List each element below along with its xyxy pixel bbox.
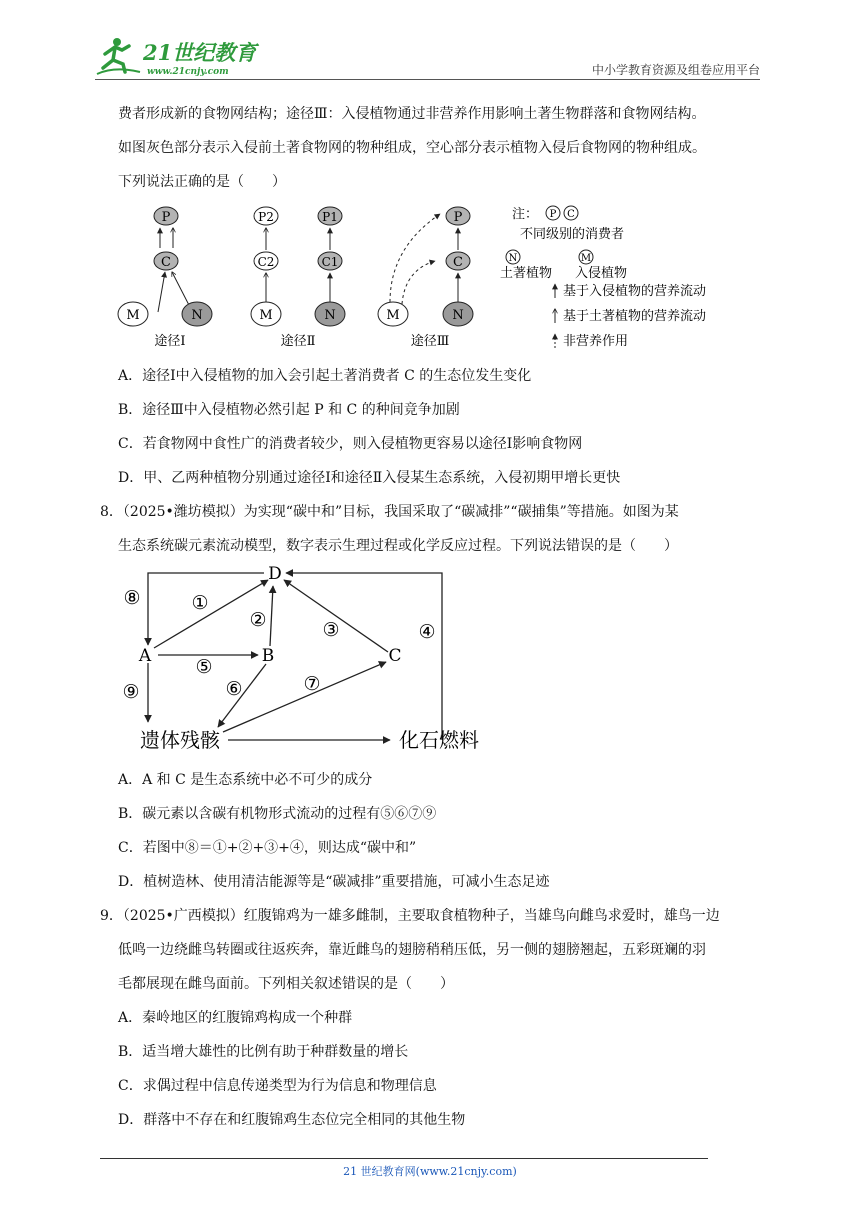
q8-option-d: D．植树造林、使用清洁能源等是“碳减排”重要措施，可减小生态足迹 (118, 874, 550, 890)
header-divider (95, 79, 760, 80)
node-P1: P1 (322, 210, 338, 224)
svg-text:C: C (567, 209, 575, 220)
legend-consumers: 不同级别的消费者 (520, 227, 625, 242)
node-M: M (259, 308, 273, 323)
node-N: N (324, 308, 336, 323)
diagram-legend (500, 206, 706, 349)
legend-flow-invasive: 基于入侵植物的营养流动 (563, 284, 707, 299)
svg-text:M: M (580, 253, 592, 264)
logo-sub-text: www.21cnjy.com (147, 67, 229, 77)
node-C: C (161, 255, 171, 270)
node-D: D (268, 564, 282, 584)
process-8-label: ⑧ (123, 587, 141, 609)
node-M: M (386, 308, 400, 323)
pathway-1-label: 途径Ⅰ (154, 334, 186, 349)
process-5-label: ⑤ (195, 656, 213, 678)
q8-option-b: B．碳元素以含碳有机物形式流动的过程有⑤⑥⑦⑨ (118, 806, 437, 822)
node-C: C (453, 255, 463, 270)
q9-option-b: B．适当增大雄性的比例有助于种群数量的增长 (118, 1044, 409, 1060)
node-fossil-fuel: 化石燃料 (399, 728, 479, 752)
legend-consumer-icons (546, 206, 578, 220)
q7-option-c: C．若食物网中食性广的消费者较少，则入侵植物更容易以途径Ⅰ影响食物网 (118, 436, 583, 452)
q8-stem-line2: 生态系统碳元素流动模型，数字表示生理过程或化学反应过程。下列说法错误的是（ ） (118, 538, 678, 554)
page-header (95, 30, 760, 80)
q9-stem-line2: 低鸣一边绕雌鸟转圈或往返疾奔，靠近雌鸟的翅膀稍稍压低，另一侧的翅膀翘起，五彩斑斓的羽 (118, 942, 706, 958)
q9-stem-line3: 毛都展现在雌鸟面前。下列相关叙述错误的是（ ） (118, 976, 454, 992)
runner-icon (97, 38, 140, 74)
process-9-label: ⑨ (122, 681, 140, 703)
pathway-3-label: 途径Ⅲ (410, 334, 450, 349)
pathway-1 (118, 207, 212, 349)
node-P: P (161, 210, 171, 225)
node-C1: C1 (321, 255, 339, 269)
footer-link[interactable]: 21 世纪教育网(www.21cnjy.com) (343, 1165, 517, 1178)
q9-option-a: A．秦岭地区的红腹锦鸡构成一个种群 (118, 1010, 353, 1026)
node-P: P (453, 210, 463, 225)
q7-text-line3: 下列说法正确的是（ ） (118, 174, 286, 190)
node-N: N (191, 308, 203, 323)
process-3-label: ③ (322, 619, 340, 641)
node-P2: P2 (258, 210, 274, 224)
node-A: A (138, 646, 152, 666)
process-6-label: ⑥ (225, 678, 243, 700)
q8-stem-line1: 8．（2025•潍坊模拟）为实现“碳中和”目标，我国采取了“碳减排”“碳捕集”等措施。如图为某 (100, 504, 679, 520)
process-7-label: ⑦ (303, 673, 321, 695)
pathway-3 (378, 207, 473, 349)
q9-option-c: C．求偶过程中信息传递类型为行为信息和物理信息 (118, 1078, 437, 1094)
footer-divider (100, 1158, 708, 1159)
node-N: N (452, 308, 464, 323)
invasion-pathway-diagram (110, 198, 740, 356)
legend-note: 注： (512, 207, 539, 222)
q7-text-line1: 费者形成新的食物网结构；途径Ⅲ：入侵植物通过非营养作用影响土著生物群落和食物网结构。 (118, 106, 706, 122)
process-2-label: ② (249, 609, 267, 631)
node-remains: 遗体残骸 (140, 728, 220, 752)
q7-option-d: D．甲、乙两种植物分别通过途径Ⅰ和途径Ⅱ入侵某生态系统，入侵初期甲增长更快 (118, 470, 621, 486)
pathway-2-label: 途径Ⅱ (280, 334, 316, 349)
q7-option-a: A．途径Ⅰ中入侵植物的加入会引起土著消费者 C 的生态位发生变化 (118, 368, 532, 384)
legend-plant-icons (506, 250, 593, 264)
carbon-flow-diagram (118, 560, 488, 760)
q7-text-line2: 如图灰色部分表示入侵前土著食物网的物种组成，空心部分表示植物入侵后食物网的物种组成。 (118, 140, 706, 156)
node-B: B (261, 646, 275, 666)
q8-option-c: C．若图中⑧＝①+②+③+④，则达成“碳中和” (118, 840, 417, 856)
svg-text:N: N (508, 253, 518, 264)
process-4-label: ④ (418, 621, 436, 643)
node-C: C (388, 646, 402, 666)
q7-option-b: B．途径Ⅲ中入侵植物必然引起 P 和 C 的种间竞争加剧 (118, 402, 460, 418)
legend-invasive-plant: 入侵植物 (575, 266, 628, 281)
legend-flow-native: 基于土著植物的营养流动 (563, 309, 707, 324)
q8-option-a: A．A 和 C 是生态系统中必不可少的成分 (118, 772, 373, 788)
legend-non-nutritive: 非营养作用 (563, 334, 629, 349)
node-M: M (126, 308, 140, 323)
node-C2: C2 (257, 255, 275, 269)
q9-option-d: D．群落中不存在和红腹锦鸡生态位完全相同的其他生物 (118, 1112, 466, 1128)
site-logo (95, 34, 265, 78)
legend-native-plant: 土著植物 (500, 266, 553, 281)
logo-main-text: 21世纪教育 (143, 40, 257, 65)
svg-text:P: P (549, 209, 557, 220)
pathway-2 (251, 207, 345, 349)
platform-name: 中小学教育资源及组卷应用平台 (591, 63, 760, 77)
process-1-label: ① (191, 592, 209, 614)
q9-stem-line1: 9．（2025•广西模拟）红腹锦鸡为一雄多雌制，主要取食植物种子，当雄鸟向雌鸟求爱时，雄鸟一边 (100, 908, 720, 924)
